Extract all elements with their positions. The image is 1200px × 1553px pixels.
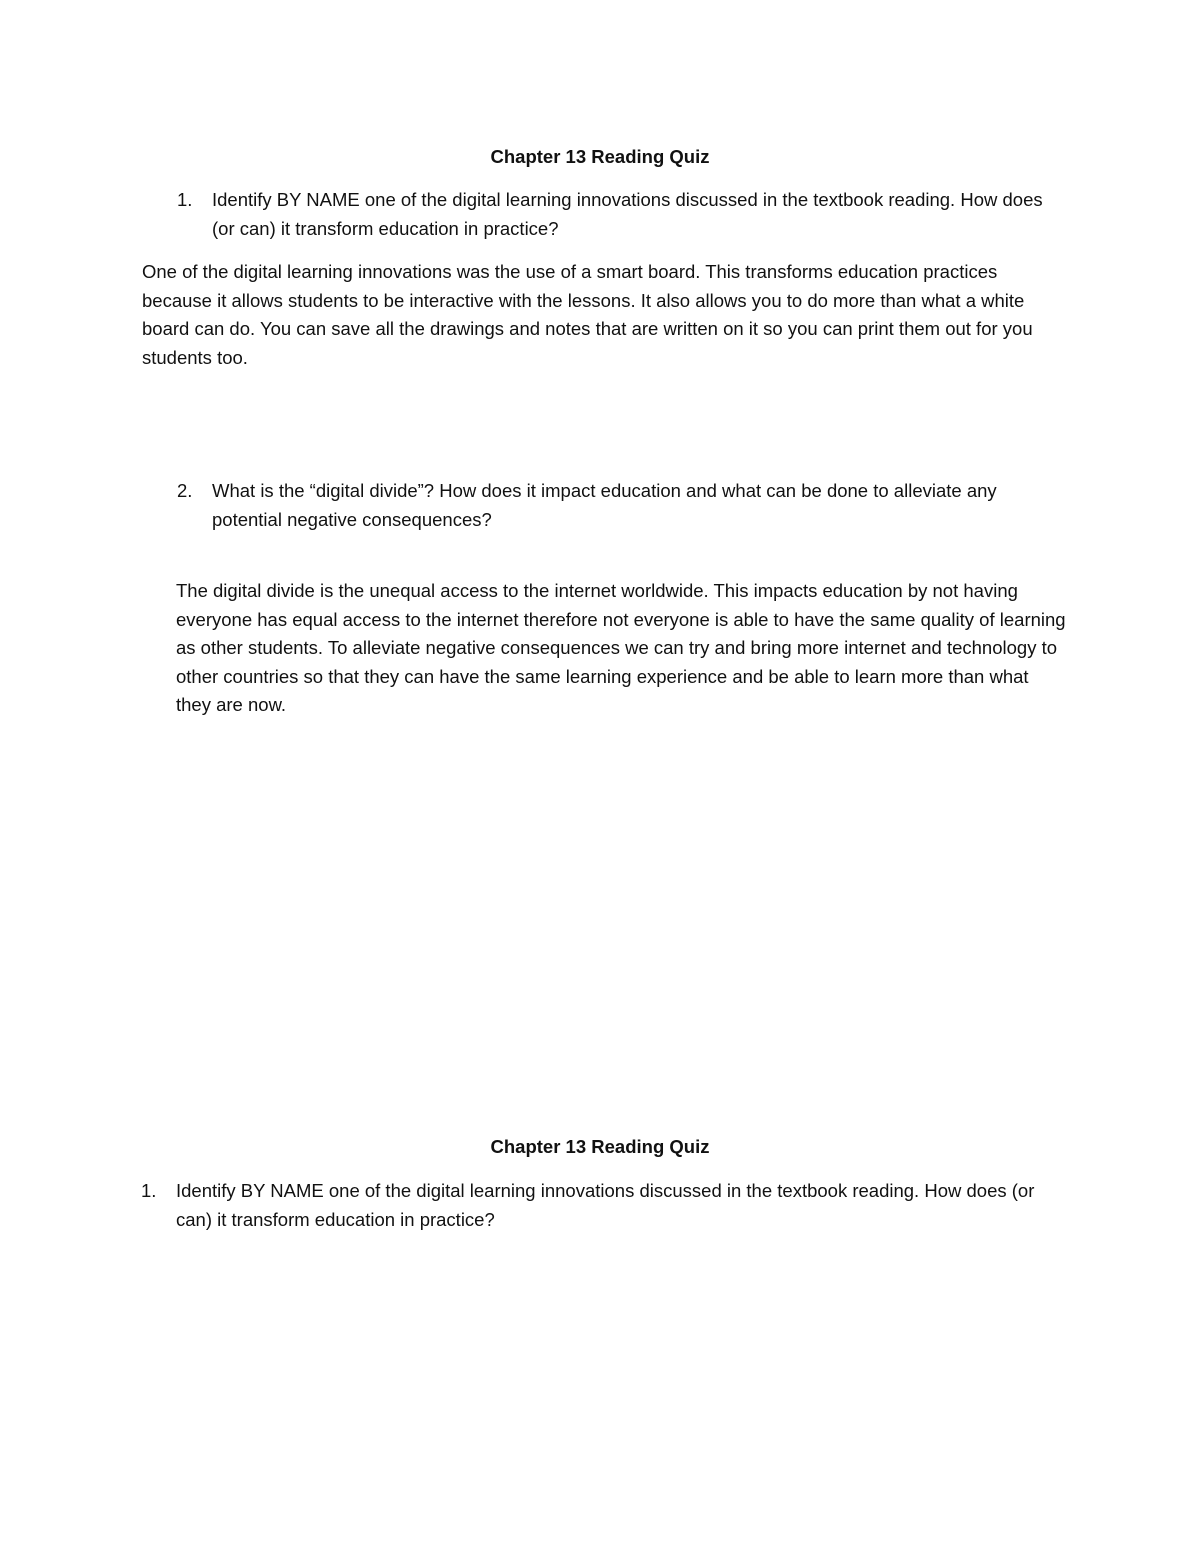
answer-1: One of the digital learning innovations was the use of a smart board. This transforms education practices because it allows students to be interactive with the lessons. It also allows you to do more than what a white board can do. You can save all the drawings and notes that are written on it so you can print them out for you students too.	[142, 261, 1033, 368]
question-1-repeat	[141, 1177, 1036, 1234]
question-text: Identify BY NAME one of the digital learning innovations discussed in the textbook reading. How does (or can) it transform education in practice?	[212, 189, 1043, 239]
question-number: 1.	[141, 1180, 157, 1201]
question-number: 1.	[177, 189, 193, 210]
answer-2: The digital divide is the unequal access to the internet worldwide. This impacts education by not having everyone has equal access to the internet therefore not everyone is able to have the same quality of learning as other students. To alleviate negative consequences we can try and bring more internet and technology to other countries so that they can have the same learning experience and be able to learn more than what they are now.	[176, 580, 1066, 716]
question-2	[177, 477, 1067, 534]
quiz-title: Chapter 13 Reading Quiz	[490, 146, 710, 167]
question-text: What is the “digital divide”? How does it impact education and what can be done to alleviate any potential negative consequences?	[212, 480, 997, 530]
quiz-title-repeat: Chapter 13 Reading Quiz	[490, 1136, 710, 1157]
question-text: Identify BY NAME one of the digital learning innovations discussed in the textbook reading. How does (or can) it transform education in practice?	[176, 1180, 1035, 1230]
question-number: 2.	[177, 480, 193, 501]
question-1	[177, 186, 1067, 243]
